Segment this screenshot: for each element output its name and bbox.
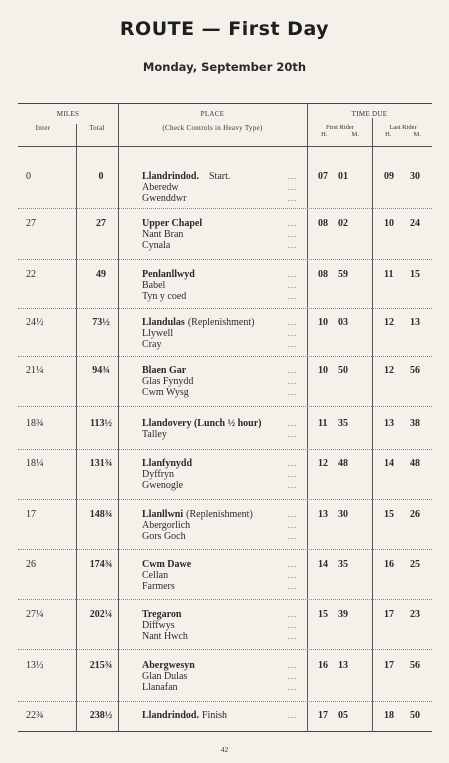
total-miles: 202¼ (89, 609, 113, 620)
control-place (142, 418, 261, 429)
leader-dots: ... (288, 481, 297, 490)
last-rider-time: 12 (384, 365, 394, 376)
inter-miles: 27 (26, 218, 36, 229)
first-rider-time: 01 (338, 171, 348, 182)
total-miles: 148¾ (89, 509, 113, 520)
last-rider-time: 50 (410, 710, 420, 721)
via-place: Gors Goch (142, 531, 186, 542)
place-cell (142, 218, 202, 251)
control-place (142, 660, 195, 671)
leader-dots: ... (288, 241, 297, 250)
via-place: Glas Fynydd (142, 376, 194, 387)
total-miles: 131¾ (89, 458, 113, 469)
page-subtitle: Monday, September 20th (142, 60, 307, 74)
via-place: Abergorlich (142, 520, 191, 531)
control-name: Abergwesyn (142, 660, 195, 671)
row-divider (18, 259, 432, 260)
total-miles: 238½ (89, 710, 113, 721)
header-total: Total (89, 124, 105, 132)
control-name: Llandrindod. (142, 171, 199, 182)
row-divider (18, 308, 432, 309)
page-title: ROUTE — First Day (119, 18, 330, 40)
inter-miles: 24½ (26, 317, 44, 328)
header-miles: MILES (56, 110, 80, 118)
leader-dots: ... (288, 340, 297, 349)
first-rider-time: 08 (318, 218, 328, 229)
leader-dots: ... (288, 281, 297, 290)
via-place: Llanafan (142, 682, 178, 693)
last-rider-time: 30 (410, 171, 420, 182)
via-place: Llywell (142, 328, 174, 339)
last-rider-time: 23 (410, 609, 420, 620)
last-rider-time: 11 (384, 269, 394, 280)
header-h: H. (321, 131, 328, 138)
last-rider-time: 38 (410, 418, 420, 429)
row-divider (18, 549, 432, 550)
total-miles: 113½ (90, 418, 112, 429)
first-rider-time: 35 (338, 559, 348, 570)
via-place: Cray (142, 339, 162, 350)
leader-dots: ... (288, 582, 297, 591)
last-rider-time: 13 (410, 317, 420, 328)
last-rider-time: 56 (410, 365, 420, 376)
header-last-rider (374, 124, 432, 138)
first-rider-time: 15 (318, 609, 328, 620)
via-place: Glan Dulas (142, 671, 188, 682)
control-place (142, 365, 193, 376)
place-cell (142, 418, 261, 440)
leader-dots: ... (288, 683, 297, 692)
total-miles: 73½ (92, 317, 110, 328)
control-name: Llanfynydd (142, 458, 193, 469)
control-note: (Replenishment) (186, 509, 253, 520)
row-divider (18, 499, 432, 500)
control-note: (Replenishment) (187, 317, 255, 328)
total-miles: 174¾ (89, 559, 113, 570)
leader-dots: ... (288, 711, 297, 720)
control-place (142, 458, 192, 469)
last-rider-time: 09 (384, 171, 394, 182)
leader-dots: ... (288, 194, 297, 203)
control-name: Cwm Dawe (142, 559, 192, 570)
row-divider (18, 701, 432, 702)
first-rider-time: 02 (338, 218, 348, 229)
leader-dots: ... (288, 459, 297, 468)
first-rider-time: 35 (338, 418, 348, 429)
last-rider-time: 25 (410, 559, 420, 570)
last-rider-time: 14 (384, 458, 394, 469)
place-cell (142, 317, 254, 350)
header-m: M. (413, 131, 421, 138)
first-rider-time: 03 (338, 317, 348, 328)
leader-dots: ... (288, 419, 297, 428)
last-rider-time: 15 (384, 509, 394, 520)
first-rider-time: 50 (338, 365, 348, 376)
leader-dots: ... (288, 470, 297, 479)
first-rider-time: 59 (338, 269, 348, 280)
control-note: Start. (208, 171, 231, 182)
header-place-note: (Check Controls in Heavy Type) (162, 124, 263, 132)
last-rider-time: 17 (384, 609, 394, 620)
leader-dots: ... (288, 270, 297, 279)
header-first-rider (309, 124, 371, 138)
total-miles: 215¾ (89, 660, 113, 671)
first-rider-time: 13 (338, 660, 348, 671)
control-name: Llanllwni (142, 509, 184, 520)
header-inter: Inter (35, 124, 51, 132)
leader-dots: ... (288, 430, 297, 439)
leader-dots: ... (288, 230, 297, 239)
first-rider-time: 05 (338, 710, 348, 721)
last-rider-time: 10 (384, 218, 394, 229)
first-rider-time: 39 (338, 609, 348, 620)
leader-dots: ... (288, 318, 297, 327)
leader-dots: ... (288, 661, 297, 670)
place-cell (142, 559, 191, 592)
via-place: Cwm Wysg (142, 387, 189, 398)
control-place (142, 710, 227, 721)
via-place: Tyn y coed (142, 291, 187, 302)
header-first-rider-label: First Rider (326, 124, 354, 131)
last-rider-time: 24 (410, 218, 420, 229)
first-rider-time: 07 (318, 171, 328, 182)
control-name: Llandovery (Lunch ½ hour) (142, 418, 262, 429)
leader-dots: ... (288, 292, 297, 301)
leader-dots: ... (288, 521, 297, 530)
via-place: Gwenogle (142, 480, 184, 491)
leader-dots: ... (288, 183, 297, 192)
leader-dots: ... (288, 621, 297, 630)
divider-place (307, 104, 308, 731)
first-rider-time: 11 (318, 418, 328, 429)
inter-miles: 0 (26, 171, 31, 182)
last-rider-time: 17 (384, 660, 394, 671)
last-rider-time: 13 (384, 418, 394, 429)
last-rider-time: 12 (384, 317, 394, 328)
inter-miles: 21¼ (26, 365, 44, 376)
leader-dots: ... (288, 532, 297, 541)
via-place: Babel (142, 280, 166, 291)
inter-miles: 22 (26, 269, 36, 280)
header-place: PLACE (200, 110, 225, 118)
inter-miles: 17 (26, 509, 36, 520)
via-place: Farmers (142, 581, 175, 592)
control-place (142, 317, 254, 328)
leader-dots: ... (288, 329, 297, 338)
total-miles: 94¾ (92, 365, 110, 376)
control-name: Penlanllwyd (142, 269, 195, 280)
via-place: Gwenddwr (142, 193, 187, 204)
inter-miles: 27¼ (26, 609, 44, 620)
last-rider-time: 48 (410, 458, 420, 469)
first-rider-time: 17 (318, 710, 328, 721)
place-cell (142, 269, 195, 302)
control-name: Upper Chapel (142, 218, 203, 229)
control-place (142, 559, 191, 570)
last-rider-time: 26 (410, 509, 420, 520)
header-first-hm (309, 131, 371, 138)
inter-miles: 26 (26, 559, 36, 570)
row-divider (18, 649, 432, 650)
divider-first-last (372, 118, 373, 731)
place-cell (142, 171, 230, 204)
last-rider-time: 56 (410, 660, 420, 671)
place-cell (142, 509, 253, 542)
leader-dots: ... (288, 560, 297, 569)
place-cell (142, 710, 227, 721)
place-cell (142, 458, 192, 491)
control-place (142, 509, 253, 520)
first-rider-time: 10 (318, 317, 328, 328)
via-place: Nant Hwch (142, 631, 188, 642)
first-rider-time: 14 (318, 559, 328, 570)
total-miles: 0 (98, 171, 104, 182)
place-cell (142, 609, 188, 642)
leader-dots: ... (288, 219, 297, 228)
header-last-rider-label: Last Rider (389, 124, 417, 131)
total-miles: 49 (96, 269, 106, 280)
first-rider-time: 16 (318, 660, 328, 671)
inter-miles: 22¾ (26, 710, 44, 721)
row-divider (18, 449, 432, 450)
via-place: Nant Bran (142, 229, 184, 240)
first-rider-time: 08 (318, 269, 328, 280)
via-place: Aberedw (142, 182, 179, 193)
via-place: Talley (142, 429, 167, 440)
divider-inter-total (76, 124, 77, 731)
place-cell (142, 660, 195, 693)
leader-dots: ... (288, 672, 297, 681)
inter-miles: 13½ (26, 660, 44, 671)
leader-dots: ... (288, 571, 297, 580)
first-rider-time: 10 (318, 365, 328, 376)
last-rider-time: 18 (384, 710, 394, 721)
header-m: M. (351, 131, 359, 138)
total-miles: 27 (96, 218, 106, 229)
first-rider-time: 12 (318, 458, 328, 469)
header-last-hm (374, 131, 432, 138)
leader-dots: ... (288, 610, 297, 619)
last-rider-time: 15 (410, 269, 420, 280)
leader-dots: ... (288, 632, 297, 641)
leader-dots: ... (288, 377, 297, 386)
via-place: Dyffryn (142, 469, 175, 480)
leader-dots: ... (288, 366, 297, 375)
last-rider-time: 16 (384, 559, 394, 570)
route-table (18, 103, 432, 732)
via-place: Cynala (142, 240, 171, 251)
control-place (142, 171, 230, 182)
row-divider (18, 356, 432, 357)
control-note: Finish (201, 710, 227, 721)
control-place (142, 609, 188, 620)
header-time-due: TIME DUE (351, 110, 388, 118)
control-name: Llandulas (142, 317, 185, 328)
first-rider-time: 30 (338, 509, 348, 520)
header-h: H. (385, 131, 392, 138)
control-name: Tregaron (142, 609, 182, 620)
control-place (142, 218, 202, 229)
control-name: Blaen Gar (142, 365, 187, 376)
control-place (142, 269, 195, 280)
leader-dots: ... (288, 388, 297, 397)
place-cell (142, 365, 193, 398)
inter-miles: 18¼ (26, 458, 44, 469)
first-rider-time: 48 (338, 458, 348, 469)
first-rider-time: 13 (318, 509, 328, 520)
page-number: 42 (220, 745, 229, 754)
leader-dots: ... (288, 172, 297, 181)
inter-miles: 18¾ (26, 418, 44, 429)
divider-miles (118, 104, 119, 731)
via-place: Cellan (142, 570, 169, 581)
row-divider (18, 208, 432, 209)
via-place: Diffwys (142, 620, 175, 631)
leader-dots: ... (288, 510, 297, 519)
row-divider (18, 599, 432, 600)
control-name: Llandrindod. (142, 710, 199, 721)
row-divider (18, 406, 432, 407)
header-rule (18, 146, 432, 147)
